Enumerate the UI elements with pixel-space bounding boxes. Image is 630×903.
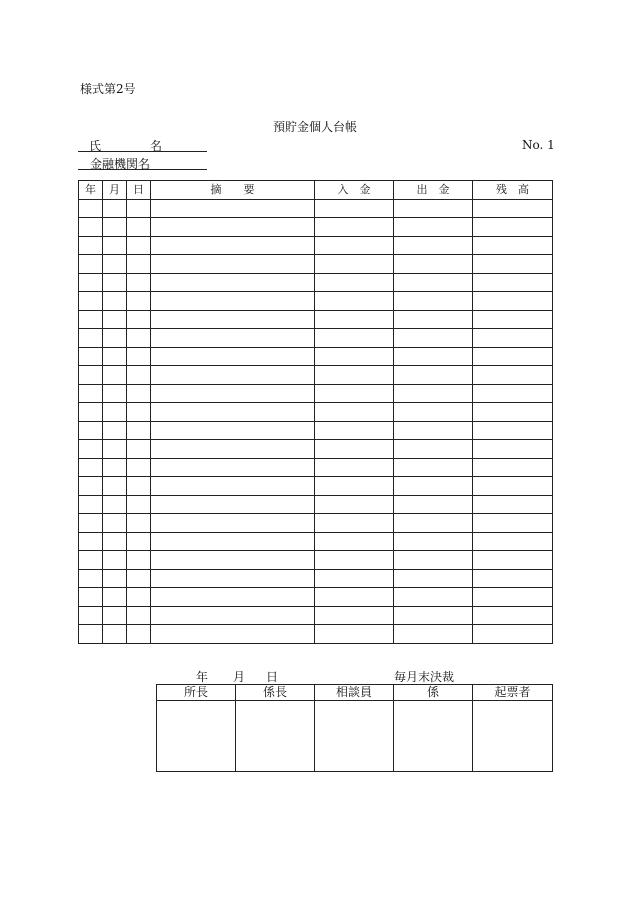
table-row [79, 532, 553, 551]
table-cell[interactable] [79, 569, 103, 588]
table-cell[interactable] [394, 199, 473, 218]
table-cell[interactable] [79, 403, 103, 422]
table-cell[interactable] [473, 606, 553, 625]
table-cell[interactable] [151, 458, 315, 477]
table-cell[interactable] [151, 569, 315, 588]
table-cell[interactable] [127, 292, 151, 311]
table-cell[interactable] [315, 366, 394, 385]
page-number: No. 1 [522, 138, 555, 152]
table-cell[interactable] [79, 347, 103, 366]
table-cell[interactable] [151, 310, 315, 329]
table-cell[interactable] [103, 273, 127, 292]
table-cell[interactable] [127, 514, 151, 533]
stamp-box-director[interactable] [157, 701, 236, 772]
table-cell[interactable] [151, 440, 315, 459]
approval-header-row [157, 685, 553, 701]
table-row [79, 477, 553, 496]
table-cell[interactable] [151, 255, 315, 274]
name-field[interactable] [78, 137, 207, 152]
table-cell[interactable] [103, 384, 127, 403]
table-cell[interactable] [79, 588, 103, 607]
table-cell[interactable] [473, 273, 553, 292]
table-cell[interactable] [103, 532, 127, 551]
table-cell[interactable] [473, 458, 553, 477]
table-cell[interactable] [79, 329, 103, 348]
table-cell[interactable] [79, 199, 103, 218]
table-cell[interactable] [127, 384, 151, 403]
table-cell[interactable] [151, 403, 315, 422]
table-cell[interactable] [315, 625, 394, 644]
table-row [79, 384, 553, 403]
table-cell[interactable] [473, 421, 553, 440]
table-row [79, 514, 553, 533]
table-row [79, 329, 553, 348]
table-cell[interactable] [103, 588, 127, 607]
table-cell[interactable] [315, 199, 394, 218]
table-cell[interactable] [394, 532, 473, 551]
approval-caption: 毎月末決裁 [394, 670, 455, 684]
table-cell[interactable] [127, 273, 151, 292]
table-cell[interactable] [315, 347, 394, 366]
table-cell[interactable] [473, 532, 553, 551]
table-cell[interactable] [394, 347, 473, 366]
table-cell[interactable] [103, 606, 127, 625]
table-cell[interactable] [103, 514, 127, 533]
table-cell[interactable] [473, 625, 553, 644]
table-cell[interactable] [394, 310, 473, 329]
table-cell[interactable] [151, 347, 315, 366]
table-cell[interactable] [473, 255, 553, 274]
ledger-body [79, 199, 553, 643]
table-cell[interactable] [127, 588, 151, 607]
table-cell[interactable] [127, 199, 151, 218]
table-cell[interactable] [151, 273, 315, 292]
table-cell[interactable] [151, 236, 315, 255]
table-cell[interactable] [103, 292, 127, 311]
approval-month-label: 月 [233, 670, 246, 684]
col-description: 摘 要 [151, 181, 315, 200]
col-month: 月 [103, 181, 127, 200]
table-cell[interactable] [394, 236, 473, 255]
table-cell[interactable] [394, 366, 473, 385]
table-row [79, 440, 553, 459]
table-cell[interactable] [127, 347, 151, 366]
table-cell[interactable] [315, 236, 394, 255]
table-cell[interactable] [151, 292, 315, 311]
table-cell[interactable] [473, 403, 553, 422]
table-cell[interactable] [103, 551, 127, 570]
table-cell[interactable] [473, 588, 553, 607]
table-cell[interactable] [151, 551, 315, 570]
table-cell[interactable] [103, 310, 127, 329]
table-cell[interactable] [473, 384, 553, 403]
table-cell[interactable] [473, 495, 553, 514]
table-cell[interactable] [315, 310, 394, 329]
approval-col-chief: 係長 [236, 685, 315, 701]
table-cell[interactable] [79, 532, 103, 551]
col-day: 日 [127, 181, 151, 200]
stamp-box-drafter[interactable] [473, 701, 553, 772]
table-cell[interactable] [151, 588, 315, 607]
table-cell[interactable] [79, 625, 103, 644]
table-row [79, 495, 553, 514]
approval-table [156, 684, 553, 772]
table-cell[interactable] [473, 199, 553, 218]
table-cell[interactable] [394, 588, 473, 607]
table-cell[interactable] [127, 218, 151, 237]
table-cell[interactable] [315, 606, 394, 625]
table-cell[interactable] [127, 440, 151, 459]
table-cell[interactable] [103, 236, 127, 255]
table-cell[interactable] [315, 514, 394, 533]
table-cell[interactable] [103, 440, 127, 459]
approval-col-counselor: 相談員 [315, 685, 394, 701]
table-cell[interactable] [127, 551, 151, 570]
table-cell[interactable] [151, 625, 315, 644]
table-cell[interactable] [473, 514, 553, 533]
table-cell[interactable] [394, 384, 473, 403]
stamp-box-chief[interactable] [236, 701, 315, 772]
table-cell[interactable] [127, 310, 151, 329]
approval-col-drafter: 起票者 [473, 685, 553, 701]
stamp-box-staff[interactable] [394, 701, 473, 772]
table-row [79, 218, 553, 237]
table-cell[interactable] [394, 218, 473, 237]
table-cell[interactable] [315, 569, 394, 588]
table-cell[interactable] [394, 440, 473, 459]
table-cell[interactable] [473, 292, 553, 311]
col-withdrawal: 出 金 [394, 181, 473, 200]
table-row [79, 199, 553, 218]
table-cell[interactable] [79, 514, 103, 533]
name-label-2: 名 [150, 139, 163, 153]
ledger-table [78, 180, 553, 644]
table-cell[interactable] [79, 440, 103, 459]
table-cell[interactable] [79, 384, 103, 403]
table-cell[interactable] [473, 310, 553, 329]
table-cell[interactable] [79, 477, 103, 496]
stamp-box-counselor[interactable] [315, 701, 394, 772]
table-cell[interactable] [103, 366, 127, 385]
table-cell[interactable] [79, 606, 103, 625]
table-cell[interactable] [315, 255, 394, 274]
table-cell[interactable] [103, 569, 127, 588]
table-cell[interactable] [473, 440, 553, 459]
table-cell[interactable] [79, 458, 103, 477]
table-cell[interactable] [127, 625, 151, 644]
table-cell[interactable] [127, 236, 151, 255]
table-cell[interactable] [127, 477, 151, 496]
table-cell[interactable] [315, 421, 394, 440]
table-cell[interactable] [151, 495, 315, 514]
table-cell[interactable] [473, 551, 553, 570]
table-cell[interactable] [127, 329, 151, 348]
ledger-header-row [79, 181, 553, 200]
table-row [79, 551, 553, 570]
table-cell[interactable] [315, 440, 394, 459]
col-year: 年 [79, 181, 103, 200]
table-row [79, 273, 553, 292]
table-cell[interactable] [151, 606, 315, 625]
table-cell[interactable] [103, 495, 127, 514]
table-cell[interactable] [127, 495, 151, 514]
table-cell[interactable] [394, 514, 473, 533]
page-title: 預貯金個人台帳 [272, 120, 357, 134]
table-row [79, 421, 553, 440]
table-cell[interactable] [103, 329, 127, 348]
table-cell[interactable] [151, 477, 315, 496]
table-cell[interactable] [127, 403, 151, 422]
approval-stamp-row [157, 701, 553, 772]
table-cell[interactable] [103, 625, 127, 644]
table-cell[interactable] [315, 403, 394, 422]
table-cell[interactable] [127, 606, 151, 625]
approval-day-label: 日 [266, 670, 279, 684]
table-cell[interactable] [79, 421, 103, 440]
table-cell[interactable] [103, 199, 127, 218]
table-cell[interactable] [473, 347, 553, 366]
table-cell[interactable] [394, 403, 473, 422]
table-cell[interactable] [151, 384, 315, 403]
table-cell[interactable] [315, 477, 394, 496]
table-cell[interactable] [151, 421, 315, 440]
table-cell[interactable] [103, 458, 127, 477]
table-row [79, 458, 553, 477]
table-cell[interactable] [473, 236, 553, 255]
table-cell[interactable] [473, 366, 553, 385]
name-label-1: 氏 [89, 139, 102, 153]
table-cell[interactable] [315, 292, 394, 311]
table-row [79, 347, 553, 366]
table-cell[interactable] [103, 421, 127, 440]
table-cell[interactable] [473, 569, 553, 588]
table-cell[interactable] [79, 218, 103, 237]
table-cell[interactable] [394, 292, 473, 311]
table-cell[interactable] [79, 236, 103, 255]
table-cell[interactable] [315, 588, 394, 607]
table-row [79, 255, 553, 274]
table-cell[interactable] [394, 255, 473, 274]
table-cell[interactable] [473, 329, 553, 348]
table-cell[interactable] [394, 421, 473, 440]
table-cell[interactable] [394, 273, 473, 292]
table-cell[interactable] [394, 606, 473, 625]
table-cell[interactable] [151, 199, 315, 218]
table-cell[interactable] [151, 514, 315, 533]
bank-name-field[interactable] [78, 155, 207, 170]
table-cell[interactable] [127, 532, 151, 551]
form-number: 様式第2号 [80, 82, 136, 96]
table-cell[interactable] [79, 273, 103, 292]
table-row [79, 606, 553, 625]
table-cell[interactable] [394, 495, 473, 514]
table-cell[interactable] [315, 329, 394, 348]
table-cell[interactable] [103, 403, 127, 422]
table-cell[interactable] [103, 255, 127, 274]
table-cell[interactable] [151, 329, 315, 348]
table-cell[interactable] [127, 569, 151, 588]
approval-col-director: 所長 [157, 685, 236, 701]
col-deposit: 入 金 [315, 181, 394, 200]
table-row [79, 310, 553, 329]
table-cell[interactable] [315, 458, 394, 477]
table-row [79, 236, 553, 255]
approval-year-label: 年 [196, 670, 209, 684]
col-balance: 残 高 [473, 181, 553, 200]
table-cell[interactable] [315, 532, 394, 551]
table-cell[interactable] [79, 495, 103, 514]
table-cell[interactable] [394, 551, 473, 570]
table-cell[interactable] [473, 477, 553, 496]
table-cell[interactable] [79, 255, 103, 274]
table-cell[interactable] [315, 273, 394, 292]
table-cell[interactable] [315, 495, 394, 514]
table-row [79, 366, 553, 385]
table-cell[interactable] [394, 477, 473, 496]
table-cell[interactable] [103, 218, 127, 237]
table-row [79, 569, 553, 588]
table-cell[interactable] [103, 477, 127, 496]
table-cell[interactable] [394, 458, 473, 477]
table-cell[interactable] [151, 218, 315, 237]
table-cell[interactable] [151, 366, 315, 385]
table-cell[interactable] [394, 329, 473, 348]
table-cell[interactable] [127, 255, 151, 274]
table-cell[interactable] [315, 551, 394, 570]
table-row [79, 403, 553, 422]
table-row [79, 588, 553, 607]
table-cell[interactable] [79, 310, 103, 329]
table-cell[interactable] [151, 532, 315, 551]
table-cell[interactable] [394, 569, 473, 588]
table-cell[interactable] [473, 218, 553, 237]
bank-label: 金融機関名 [90, 157, 151, 171]
table-cell[interactable] [127, 366, 151, 385]
table-cell[interactable] [79, 292, 103, 311]
table-row [79, 625, 553, 644]
table-cell[interactable] [315, 218, 394, 237]
table-cell[interactable] [79, 366, 103, 385]
table-cell[interactable] [127, 421, 151, 440]
table-cell[interactable] [79, 551, 103, 570]
table-cell[interactable] [315, 384, 394, 403]
table-cell[interactable] [394, 625, 473, 644]
table-cell[interactable] [127, 458, 151, 477]
table-cell[interactable] [103, 347, 127, 366]
table-row [79, 292, 553, 311]
approval-col-staff: 係 [394, 685, 473, 701]
